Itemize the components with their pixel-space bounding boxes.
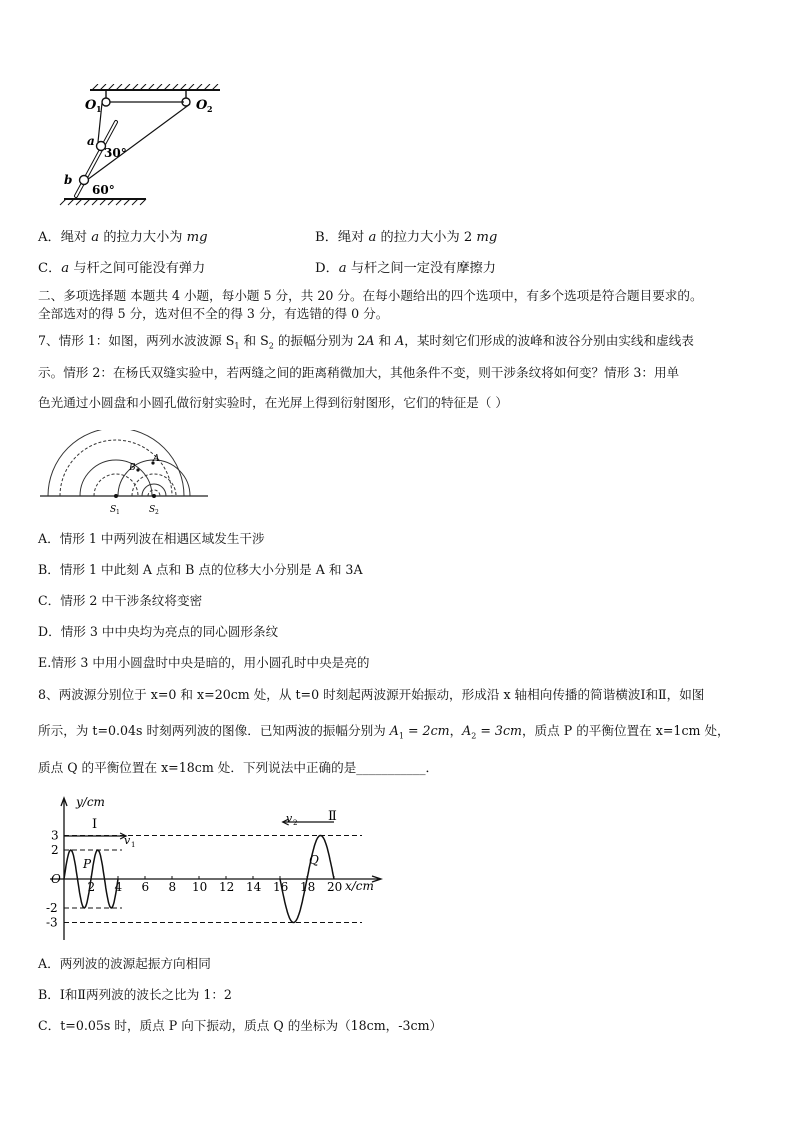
q7-option-d: D．情形 3 中中央均为亮点的同心圆形条纹 xyxy=(38,624,279,639)
angle-30: 30° xyxy=(104,146,127,160)
label-b: b xyxy=(64,173,73,187)
wave-sources-figure xyxy=(36,430,212,516)
q8-option-b: B．Ⅰ和Ⅱ两列波的波长之比为 1：2 xyxy=(38,987,232,1002)
q6-option-b: B．绳对 a 的拉力大小为 2 mg xyxy=(315,230,498,245)
y-tick-label: 3 xyxy=(51,828,59,843)
x-tick-label: 8 xyxy=(168,880,177,894)
y-tick-label: O xyxy=(51,872,61,886)
y-tick-label: -3 xyxy=(46,915,58,930)
x-tick-label: 4 xyxy=(114,880,123,894)
source-s2 xyxy=(152,494,156,498)
pulley-o1 xyxy=(102,98,110,106)
q6-option-a: A．绳对 a 的拉力大小为 mg xyxy=(38,230,208,245)
label-s1: S xyxy=(110,505,117,515)
svg-text:1: 1 xyxy=(131,841,136,849)
v2-label: v xyxy=(286,812,293,825)
q8-option-c: C．t=0.05s 时，质点 P 向下振动，质点 Q 的坐标为（18cm，-3cm） xyxy=(38,1018,443,1033)
svg-text:1: 1 xyxy=(116,509,120,516)
y-axis-label: y/cm xyxy=(76,795,105,809)
series-1-name: Ⅰ xyxy=(92,817,98,832)
rod-string-figure xyxy=(58,84,238,212)
label-b: B xyxy=(129,463,136,473)
q7-line-1: 7、情形 1：如图，两列水波波源 $S_1$ 和 $S_2$ 的振幅分别为 2A 和 A，某时刻它们形成的波峰和波谷分别由实线和虚线表 xyxy=(38,333,694,351)
label-o1: O xyxy=(85,98,97,113)
y-tick-label: -2 xyxy=(46,901,58,915)
svg-text:2: 2 xyxy=(155,509,159,516)
x-tick-label: 12 xyxy=(219,880,235,894)
x-tick-label: 6 xyxy=(141,880,150,894)
q8-line-3: 质点 Q 的平衡位置在 x=18cm 处．下列说法中正确的是___________． xyxy=(38,760,439,775)
s1-trough-outer xyxy=(60,440,172,496)
v1-label: v xyxy=(124,834,131,847)
q8-option-a: A．两列波的波源起振方向相同 xyxy=(38,956,211,971)
x-tick-label: 2 xyxy=(87,880,96,894)
q7-option-e: E.情形 3 中用小圆盘时中央是暗的，用小圆孔时中央是亮的 xyxy=(38,655,370,670)
section-2-heading: 二、多项选择题 本题共 4 小题，每小题 5 分，共 20 分。在每小题给出的四个选项中，有多个选项是符合题目要求的。 xyxy=(38,288,703,303)
q6-option-d: D．a 与杆之间一定没有摩擦力 xyxy=(315,261,496,276)
x-axis-label: x/cm xyxy=(345,879,374,893)
x-tick-label: 14 xyxy=(246,880,262,894)
s1-trough-inner xyxy=(94,474,138,496)
source-s1 xyxy=(114,494,118,498)
y-tick-label: 2 xyxy=(51,843,59,857)
q6-option-c: C．a 与杆之间可能没有弹力 xyxy=(38,261,206,276)
ring-b xyxy=(80,176,89,185)
svg-text:1: 1 xyxy=(96,104,102,114)
label-a: A xyxy=(153,454,160,464)
s2-trough-outer xyxy=(132,474,176,496)
series-2-name: Ⅱ xyxy=(328,809,337,824)
label-a: a xyxy=(87,134,95,148)
svg-text:2: 2 xyxy=(207,104,213,114)
q8-line-2: 所示，为 t=0.04s 时刻两列波的图像．已知两波的振幅分别为 $A_1 = 2cm$，$A_2 = 3cm$，质点 P 的平衡位置在 x=1cm 处， xyxy=(38,723,730,741)
svg-text:2: 2 xyxy=(293,819,298,827)
x-tick-label: 20 xyxy=(327,880,343,894)
x-tick-label: 10 xyxy=(192,880,208,894)
point-b xyxy=(136,468,139,471)
q8-line-1: 8、两波源分别位于 x=0 和 x=20cm 处，从 t=0 时刻起两波源开始振动，形成沿 x 轴相向传播的简谐横波Ⅰ和Ⅱ，如图 xyxy=(38,687,705,702)
section-2-note: 全部选对的得 5 分，选对但不全的得 3 分，有选错的得 0 分。 xyxy=(38,306,389,321)
point-q-label: Q xyxy=(309,853,319,867)
q7-line-2: 示。情形 2：在杨氏双缝实验中，若两缝之间的距离稍微加大，其他条件不变，则干涉条纹将如何变？情形 3：用单 xyxy=(38,365,680,380)
label-s2: S xyxy=(149,505,156,515)
point-p-label: P xyxy=(83,857,92,871)
q7-option-a: A．情形 1 中两列波在相遇区域发生干涉 xyxy=(38,531,265,546)
wave-chart xyxy=(40,792,390,942)
label-o2: O xyxy=(196,98,208,113)
x-tick-label: 16 xyxy=(273,880,289,894)
q7-option-b: B．情形 1 中此刻 A 点和 B 点的位移大小分别是 A 和 3A xyxy=(38,562,363,577)
q7-option-c: C．情形 2 中干涉条纹将变密 xyxy=(38,593,203,608)
angle-60: 60° xyxy=(92,183,115,197)
x-tick-label: 18 xyxy=(300,880,316,894)
q7-line-3: 色光通过小圆盘和小圆孔做衍射实验时，在光屏上得到衍射图形，它们的特征是（ ） xyxy=(38,395,508,410)
